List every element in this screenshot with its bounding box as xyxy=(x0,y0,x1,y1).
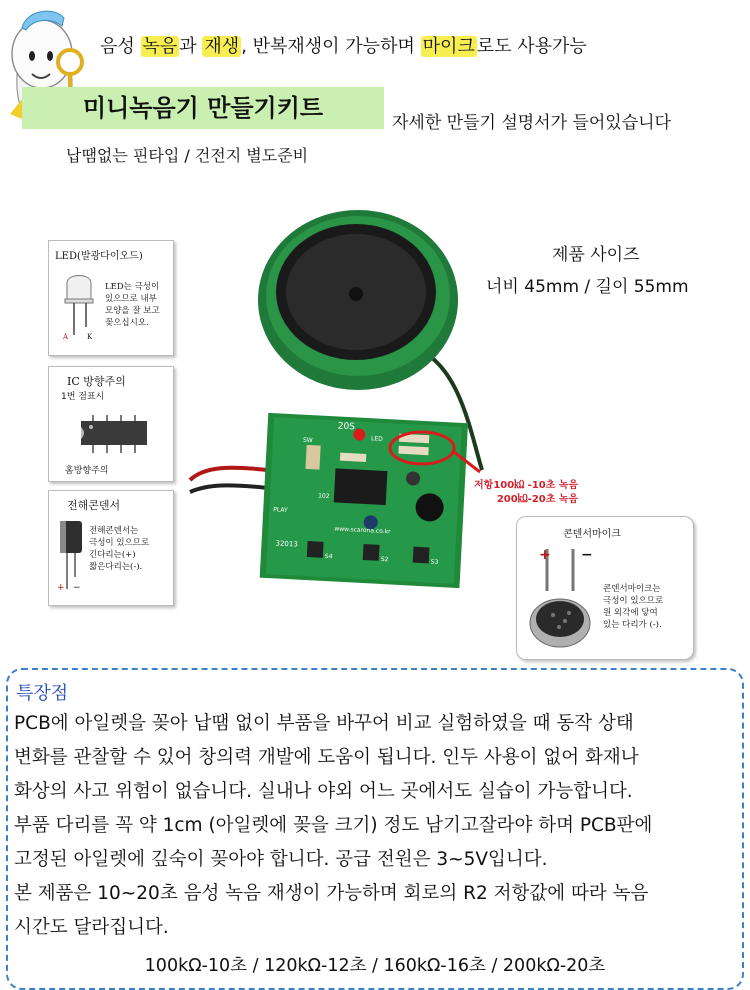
microphone-text-line: 있는 다리가 (-). xyxy=(603,620,662,630)
pcb-label-s3: S3 xyxy=(430,558,439,566)
capacitor-text-line: 긴다리는(+) xyxy=(89,550,136,560)
led-pin-k: K xyxy=(87,333,93,341)
size-dimensions: 너비 45mm / 길이 55mm xyxy=(486,277,689,297)
pcb-label-board: 32013 xyxy=(275,539,298,549)
microphone-plus: + xyxy=(539,547,551,563)
led-pin-a: A xyxy=(63,333,69,341)
feature-line: PCB에 아일렛을 꽂아 납땜 없이 부품을 바꾸어 비교 실험하였을 때 동작 상태 xyxy=(14,713,634,734)
product-photo xyxy=(160,200,490,600)
highlight-record: 녹음 xyxy=(142,36,178,57)
pcb-label-led: LED xyxy=(370,435,384,443)
capacitor-text-line: 전해콘덴서는 xyxy=(89,526,139,536)
microphone-minus: − xyxy=(581,547,593,563)
pcb-label-ic: 102 xyxy=(317,492,330,501)
led-text-line: 모양을 잘 보고 xyxy=(105,306,160,316)
manual-note: 자세한 만들기 설명서가 들어있습니다 xyxy=(392,113,671,133)
capacitor-card-title: 전해콘덴서 xyxy=(67,499,121,512)
resistor-note-line: 저항100㏀ -10초 녹음 xyxy=(474,480,579,491)
led-text-line: LED는 극성이 xyxy=(105,282,160,292)
led-card-title: LED(발광다이오드) xyxy=(55,251,143,262)
led-card xyxy=(48,240,174,356)
capacitor-plus: + xyxy=(57,583,65,593)
microphone-text-line: 원 외각에 닿여 xyxy=(603,608,658,618)
pcb-label-play: PLAY xyxy=(273,506,288,514)
highlight-playback: 재생 xyxy=(204,36,240,57)
led-text-line: 있으므로 내부 xyxy=(105,294,157,304)
size-title: 제품 사이즈 xyxy=(552,245,640,265)
headline-text: , 반복재생이 가능하며 xyxy=(241,36,421,57)
pcb-label-site: www.scarona.co.kr xyxy=(334,525,391,536)
microphone-card-text xyxy=(603,583,663,631)
subtitle: 납땜없는 핀타입 / 건전지 별도준비 xyxy=(66,146,309,165)
headline xyxy=(100,32,587,58)
capacitor-text-line: 극성이 있으므로 xyxy=(89,538,150,548)
resistor-note xyxy=(474,479,578,507)
ic-groove-note: 홈방향주의 xyxy=(65,466,109,476)
feature-line: 시간도 달라집니다. xyxy=(14,917,169,938)
pcb-label-s2: S2 xyxy=(380,555,389,564)
microphone-card xyxy=(516,516,694,660)
capacitor-icon xyxy=(57,519,87,591)
ic-card-title: IC 방향주의 xyxy=(67,375,126,388)
feature-line: 변화를 관찰할 수 있어 창의력 개발에 도움이 됩니다. 인두 사용이 없어 화재나 xyxy=(14,747,639,768)
feature-line: 부품 다리를 꼭 약 1cm (아일렛에 꽂을 크기) 정도 남기고잘라야 하며 PCB판에 xyxy=(14,815,653,836)
pcb-label-20s: 20S xyxy=(337,421,356,433)
capacitor-card xyxy=(48,490,174,606)
feature-line: 고정된 아일렛에 깊숙이 꽂아야 합니다. 공급 전원은 3~5V입니다. xyxy=(14,849,548,870)
microphone-text-line: 콘덴서마이크는 xyxy=(603,584,661,594)
headline-text: 음성 xyxy=(100,36,141,57)
resistor-values: 100kΩ-10초 / 120kΩ-12초 / 160kΩ-16초 / 200kΩ-20초 xyxy=(144,956,606,976)
feature-line: 본 제품은 10~20초 음성 녹음 재생이 가능하며 회로의 R2 저항값에 따라 녹음 xyxy=(14,883,649,904)
capacitor-minus: − xyxy=(73,583,81,593)
features-title: 특장점 xyxy=(16,683,69,704)
pcb-board xyxy=(260,413,468,588)
ic-chip xyxy=(334,468,388,505)
highlight-microphone: 마이크 xyxy=(422,36,475,57)
feature-line: 화상의 사고 위험이 없습니다. 실내나 야외 어느 곳에서도 실습이 가능합니다. xyxy=(14,781,633,802)
headline-text: 과 xyxy=(179,36,203,57)
ic-card xyxy=(48,366,174,482)
capacitor-text-line: 짧은다리는(-). xyxy=(89,562,143,572)
ic-pin1-note: 1번 점표시 xyxy=(61,392,105,402)
product-title: 미니녹음기 만들기키트 xyxy=(82,94,324,122)
ic-chip-icon xyxy=(75,407,155,459)
led-card-text xyxy=(105,281,160,329)
resistor-note-line: 200㏀-20초 녹음 xyxy=(496,494,579,505)
microphone-card-title: 콘덴서마이크 xyxy=(563,529,621,540)
pcb-label-s4: S4 xyxy=(324,552,333,561)
led-text-line: 꽂으십시오. xyxy=(105,318,149,328)
microphone-text-line: 극성이 있으므로 xyxy=(603,596,664,606)
pcb-label-sw: SW xyxy=(302,436,313,445)
headline-text: 로도 사용가능 xyxy=(476,36,587,57)
capacitor-card-text xyxy=(89,525,149,573)
